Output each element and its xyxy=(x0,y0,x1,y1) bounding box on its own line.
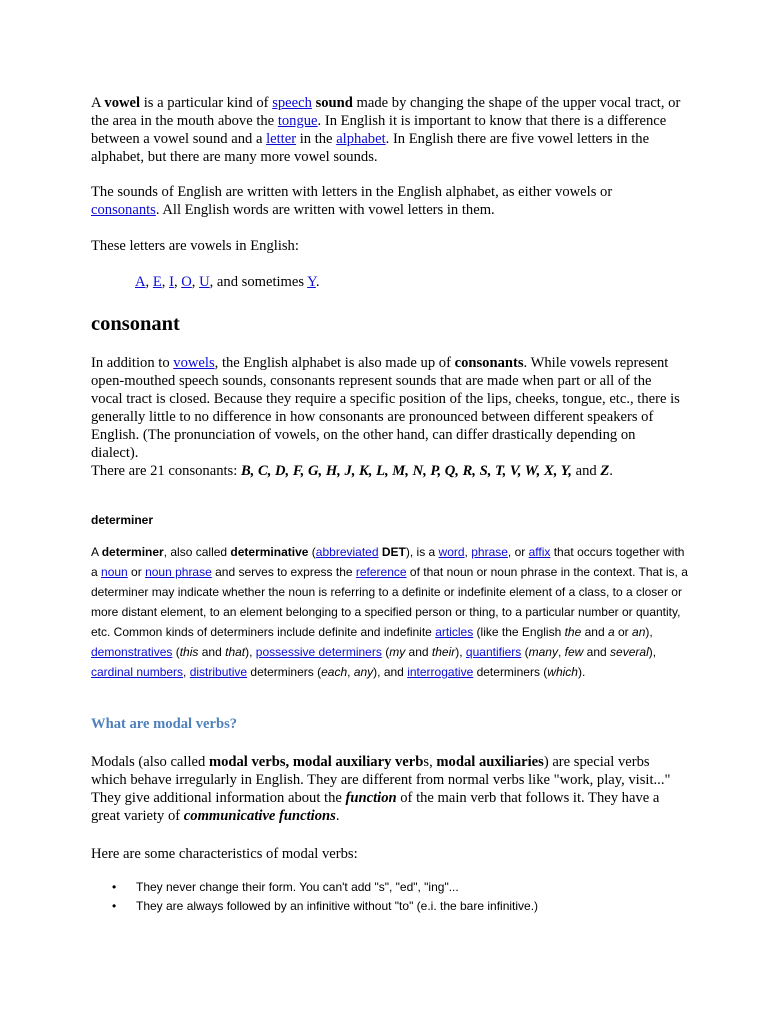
consonant-letters: B, C, D, F, G, H, J, K, L, M, N, P, Q, R, S, T, V, W, X, Y, xyxy=(240,463,572,479)
consonant-last-letter: Z xyxy=(600,463,610,479)
link-cardinal-numbers[interactable]: cardinal numbers xyxy=(91,665,184,679)
link-articles[interactable]: articles xyxy=(435,625,474,639)
link-vowel-a[interactable]: A xyxy=(135,274,146,290)
link-word[interactable]: word xyxy=(438,545,465,559)
link-alphabet[interactable]: alphabet xyxy=(336,131,386,147)
vowel-letter-list: A, E, I, O, U, and sometimes Y. xyxy=(135,274,320,290)
consonant-heading: consonant xyxy=(91,313,180,335)
modal-paragraph-2: Here are some characteristics of modal verbs: xyxy=(91,846,358,862)
bold-term: sound xyxy=(315,95,353,111)
list-item: • They never change their form. You can't add "s", "ed", "ing"... xyxy=(110,878,710,897)
bold-term: modal verbs, modal auxiliary verb xyxy=(208,754,424,770)
link-vowel-i[interactable]: I xyxy=(169,274,174,290)
link-vowels[interactable]: vowels xyxy=(173,355,215,371)
bold-italic-term: function xyxy=(345,790,397,806)
link-possessive-determiners[interactable]: possessive determiners xyxy=(255,645,382,659)
link-reference[interactable]: reference xyxy=(355,565,407,579)
link-phrase[interactable]: phrase xyxy=(471,545,508,559)
bullet-icon: • xyxy=(112,898,117,913)
modal-characteristics-list xyxy=(110,878,710,915)
modal-verbs-heading: What are modal verbs? xyxy=(91,716,238,732)
bold-italic-term: communicative functions xyxy=(183,808,336,824)
bold-term: determinative xyxy=(230,545,309,559)
link-interrogative[interactable]: interrogative xyxy=(407,665,474,679)
link-letter[interactable]: letter xyxy=(266,131,297,147)
link-abbreviated[interactable]: abbreviated xyxy=(315,545,379,559)
list-item: • They are always followed by an infinitive without "to" (e.i. the bare infinitive.) xyxy=(110,897,710,916)
link-affix[interactable]: affix xyxy=(528,545,551,559)
consonant-section xyxy=(91,354,681,480)
link-vowel-y[interactable]: Y xyxy=(307,274,316,290)
determiner-heading: determiner xyxy=(91,513,154,527)
bold-term: determiner xyxy=(101,545,164,559)
determiner-paragraph: A determiner, also called determinative (abbreviated DET), is a word, phrase, or affix that occurs together with a noun or noun phrase and serves to express the reference of that noun or noun phrase in the context. That is, a determiner may indicate whether the noun is referring to a definite or indefinite element of a class, to a closer or more distant element, to an element belonging to a specified person or thing, to a particular number or quantity, etc. Common kinds of determiners include definite and indefinite articles (like the English the and a or an), demonstratives (this and that), possessive determiners (my and their), quantifiers (many, few and several), cardinal numbers, distributive determiners (each, any), and interrogative determiners (which). xyxy=(91,545,688,679)
link-noun-phrase[interactable]: noun phrase xyxy=(145,565,212,579)
link-tongue[interactable]: tongue xyxy=(277,113,318,129)
bold-term: modal auxiliaries xyxy=(436,754,544,770)
modal-paragraph-1: Modals (also called modal verbs, modal auxiliary verbs, modal auxiliaries) are special verbs which behave irregularly in English. They are different from normal verbs like "work, play, visit..." They give additional information about the function of the main verb that follows it. They have a great variety of communicative functions. xyxy=(91,754,671,824)
vowel-paragraph-3: These letters are vowels in English: xyxy=(91,238,299,254)
consonant-count-line: There are 21 consonants: B, C, D, F, G, H, J, K, L, M, N, P, Q, R, S, T, V, W, X, Y, and Z. xyxy=(91,463,613,479)
bold-term: vowel xyxy=(104,95,141,111)
link-noun[interactable]: noun xyxy=(101,565,128,579)
link-vowel-o[interactable]: O xyxy=(181,274,192,290)
link-vowel-e[interactable]: E xyxy=(152,274,162,290)
vowel-paragraph-1: A vowel is a particular kind of speech sound made by changing the shape of the upper vocal tract, or the area in the mouth above the tongue. In English it is important to know that there is a difference between a vowel sound and a letter in the alphabet. In English there are five vowel letters in the alphabet, but there are many more vowel sounds. xyxy=(91,95,681,165)
consonant-paragraph: In addition to vowels, the English alphabet is also made up of consonants. While vowels represent open-mouthed speech sounds, consonants represent sounds that are made when part or all of the vocal tract is closed. Because they require a specific position of the lips, cheeks, tongue, etc., there is generally little to no difference in how consonants are pronounced between different speakers of English. (The pronunciation of vowels, on the other hand, can differ drastically depending on dialect). xyxy=(91,355,680,461)
link-consonants[interactable]: consonants xyxy=(91,202,156,218)
link-demonstratives[interactable]: demonstratives xyxy=(91,645,173,659)
link-quantifiers[interactable]: quantifiers xyxy=(465,645,522,659)
bullet-icon: • xyxy=(112,880,117,894)
bold-term: DET xyxy=(381,545,406,559)
link-speech[interactable]: speech xyxy=(272,95,312,111)
link-vowel-u[interactable]: U xyxy=(199,274,210,290)
link-distributive[interactable]: distributive xyxy=(189,665,248,679)
bold-term: consonants xyxy=(454,355,524,371)
vowel-paragraph-2: The sounds of English are written with letters in the English alphabet, as either vowels or consonants. All English words are written with vowel letters in them. xyxy=(91,184,613,218)
